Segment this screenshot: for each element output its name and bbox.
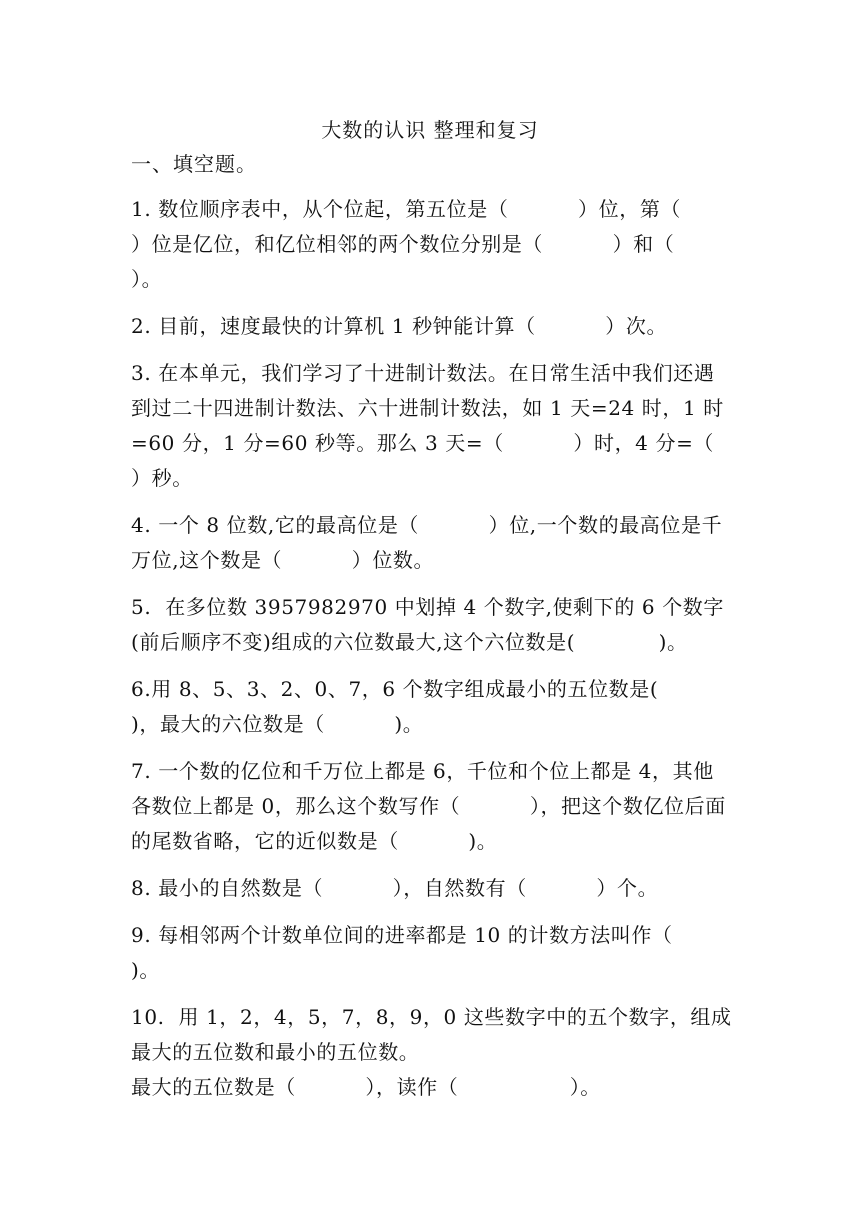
section-heading: 一、填空题。 bbox=[131, 152, 257, 176]
question-list bbox=[131, 192, 784, 1117]
question-2: 2. 目前，速度最快的计算机 1 秒钟能计算（ ）次。 bbox=[131, 314, 668, 338]
question-1: 1. 数位顺序表中，从个位起，第五位是（ ）位，第（ ）位是亿位，和亿位相邻的两个数位分别是（ ）和（ ）。 bbox=[131, 197, 751, 291]
question-7: 7. 一个数的亿位和千万位上都是 6，千位和个位上都是 4，其他各数位上都是 0，那么这个数写作（ ），把这个数亿位后面的尾数省略，它的近似数是（ )。 bbox=[131, 759, 726, 853]
page-title: 大数的认识 整理和复习 bbox=[321, 118, 539, 142]
question-6: 6.用 8、5、3、2、0、7，6 个数字组成最小的五位数是( )，最大的六位数是（ )。 bbox=[131, 677, 728, 736]
question-8: 8. 最小的自然数是（ ），自然数有（ ）个。 bbox=[131, 876, 659, 900]
question-10: 10. 用 1，2，4，5，7，8，9，0 这些数字中的五个数字，组成最大的五位数和最小的五位数。 最大的五位数是（ ），读作（ ）。 bbox=[131, 1005, 732, 1099]
question-3: 3. 在本单元，我们学习了十进制计数法。在日常生活中我们还遇到过二十四进制计数法、六十进制计数法，如 1 天=24 时，1 时=60 分，1 分=60 秒等。那么 3 天=（ ）时，4 分=（ ）秒。 bbox=[131, 361, 784, 490]
question-5: 5. 在多位数 3957982970 中划掉 4 个数字,使剩下的 6 个数字(前后顺序不变)组成的六位数最大,这个六位数是( )。 bbox=[131, 595, 724, 654]
question-9: 9. 每相邻两个计数单位间的进率都是 10 的计数方法叫作（ )。 bbox=[131, 923, 743, 982]
question-4: 4. 一个 8 位数,它的最高位是（ ）位,一个数的最高位是千万位,这个数是（ ）位数。 bbox=[131, 513, 723, 572]
